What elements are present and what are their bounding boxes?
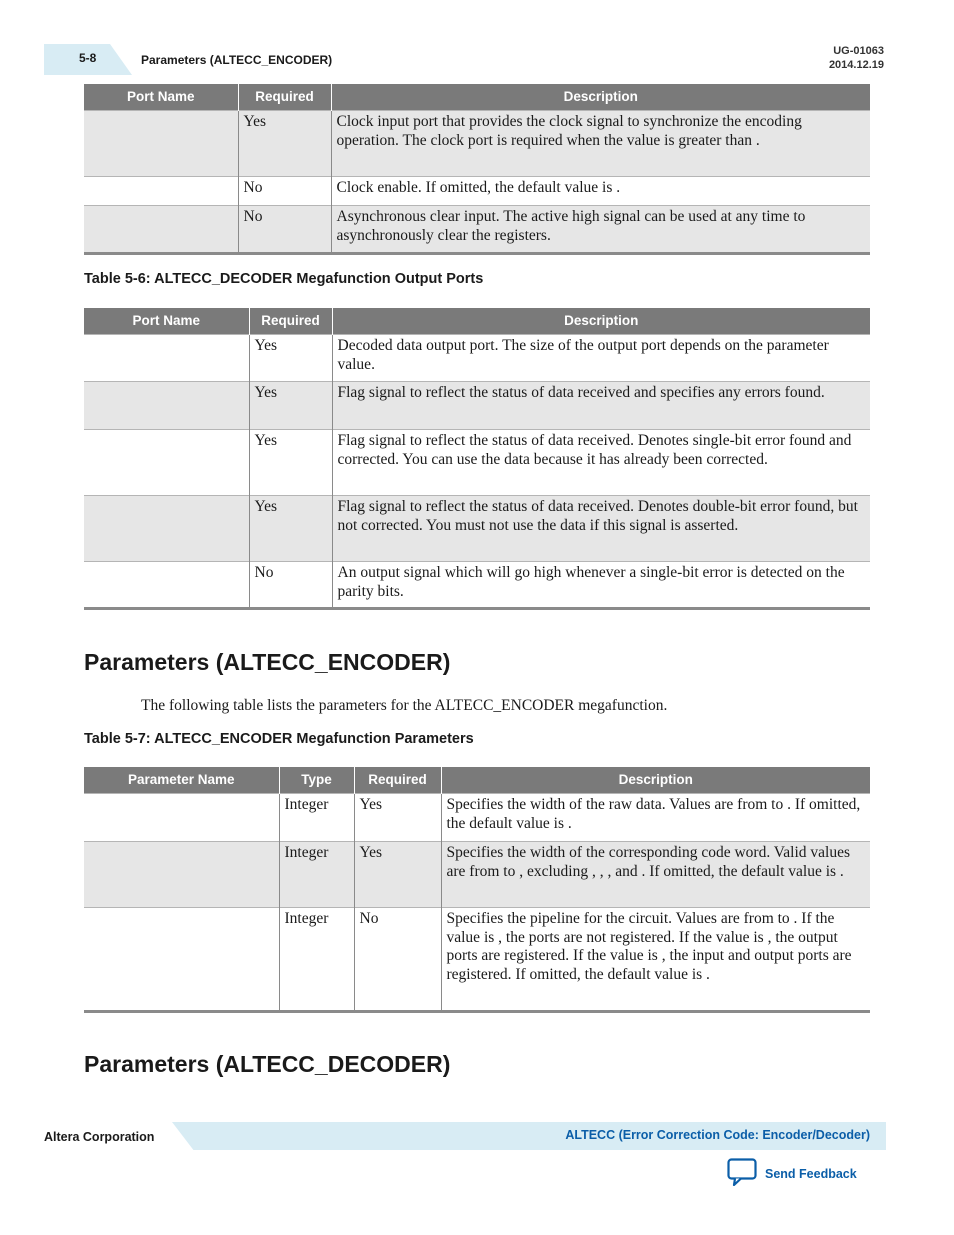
type-cell: Integer — [279, 794, 354, 842]
table-row — [84, 206, 870, 254]
required-cell: No — [354, 908, 441, 1012]
port-name-cell — [84, 496, 249, 562]
description-cell: Flag signal to reflect the status of data received. Denotes double-bit error found, but not corrected. You must not use the data if this signal is asserted. — [332, 496, 870, 562]
table-row — [84, 177, 870, 206]
section-heading-encoder-parameters: Parameters (ALTECC_ENCODER) — [84, 649, 451, 675]
document-id — [829, 44, 884, 72]
type-cell: Integer — [279, 908, 354, 1012]
port-name-cell — [84, 177, 238, 206]
required-cell: No — [238, 206, 331, 254]
column-header-parameter-name: Parameter Name — [84, 767, 279, 794]
output-ports-table — [84, 308, 870, 610]
section-heading-decoder-parameters: Parameters (ALTECC_DECODER) — [84, 1051, 451, 1077]
table-header-row — [84, 308, 870, 335]
description-cell: Flag signal to reflect the status of data received and specifies any errors found. — [332, 382, 870, 430]
document-number: UG-01063 — [833, 45, 884, 57]
column-header-port-name: Port Name — [84, 308, 249, 335]
required-cell: Yes — [249, 430, 332, 496]
type-cell: Integer — [279, 842, 354, 908]
page-number: 5-8 — [79, 51, 97, 65]
table-row — [84, 496, 870, 562]
section-intro-text: The following table lists the parameters for the ALTECC_ENCODER megafunction. — [141, 697, 668, 714]
table-row — [84, 562, 870, 609]
description-cell: Clock input port that provides the clock signal to synchronize the encoding operation. The clock port is required when the value is greater than . — [331, 111, 870, 177]
description-cell: Decoded data output port. The size of the output port depends on the parameter value. — [332, 335, 870, 382]
port-name-cell — [84, 382, 249, 430]
encoder-parameters-table — [84, 767, 870, 1013]
parameter-name-cell — [84, 794, 279, 842]
table-row — [84, 794, 870, 842]
port-name-cell — [84, 206, 238, 254]
port-name-cell — [84, 562, 249, 609]
column-header-description: Description — [332, 308, 870, 335]
table-caption: Table 5-7: ALTECC_ENCODER Megafunction Parameters — [84, 731, 474, 747]
column-header-description: Description — [441, 767, 870, 794]
parameter-name-cell — [84, 842, 279, 908]
table-row — [84, 111, 870, 177]
description-cell: Flag signal to reflect the status of data received. Denotes single-bit error found and corrected. You can use the data because it has already been corrected. — [332, 430, 870, 496]
required-cell: No — [238, 177, 331, 206]
description-cell: Specifies the pipeline for the circuit. Values are from to . If the value is , the ports are not registered. If the value is , the output ports are registered. If the value is , the input and output ports are registered. If omitted, the default value is . — [441, 908, 870, 1012]
required-cell: No — [249, 562, 332, 609]
column-header-port-name: Port Name — [84, 84, 238, 111]
description-cell: Asynchronous clear input. The active high signal can be used at any time to asynchronously clear the registers. — [331, 206, 870, 254]
send-feedback-link[interactable] — [727, 1158, 857, 1189]
table-header-row — [84, 767, 870, 794]
column-header-required: Required — [249, 308, 332, 335]
required-cell: Yes — [354, 842, 441, 908]
required-cell: Yes — [249, 335, 332, 382]
column-header-required: Required — [238, 84, 331, 111]
document-date: 2014.12.19 — [828, 59, 884, 71]
table-row — [84, 842, 870, 908]
column-header-required: Required — [354, 767, 441, 794]
table-header-row — [84, 84, 870, 111]
description-cell: Clock enable. If omitted, the default value is . — [331, 177, 870, 206]
table-row — [84, 335, 870, 382]
table-row — [84, 430, 870, 496]
table-row — [84, 382, 870, 430]
description-cell: An output signal which will go high whenever a single-bit error is detected on the parity bits. — [332, 562, 870, 609]
required-cell: Yes — [354, 794, 441, 842]
send-feedback-label: Send Feedback — [765, 1166, 857, 1181]
required-cell: Yes — [249, 496, 332, 562]
speech-bubble-icon — [727, 1158, 757, 1189]
required-cell: Yes — [249, 382, 332, 430]
port-name-cell — [84, 335, 249, 382]
required-cell: Yes — [238, 111, 331, 177]
description-cell: Specifies the width of the raw data. Values are from to . If omitted, the default value is . — [441, 794, 870, 842]
input-ports-table-continued — [84, 84, 870, 255]
footer-chapter-link[interactable]: ALTECC (Error Correction Code: Encoder/Decoder) — [565, 1128, 870, 1142]
running-header-title: Parameters (ALTECC_ENCODER) — [141, 53, 333, 67]
parameter-name-cell — [84, 908, 279, 1012]
description-cell: Specifies the width of the corresponding code word. Valid values are from to , excluding , , , and . If omitted, the default value is . — [441, 842, 870, 908]
port-name-cell — [84, 111, 238, 177]
column-header-description: Description — [331, 84, 870, 111]
port-name-cell — [84, 430, 249, 496]
table-caption: Table 5-6: ALTECC_DECODER Megafunction Output Ports — [84, 271, 484, 287]
footer-company-name: Altera Corporation — [44, 1130, 155, 1144]
column-header-type: Type — [279, 767, 354, 794]
table-row — [84, 908, 870, 1012]
